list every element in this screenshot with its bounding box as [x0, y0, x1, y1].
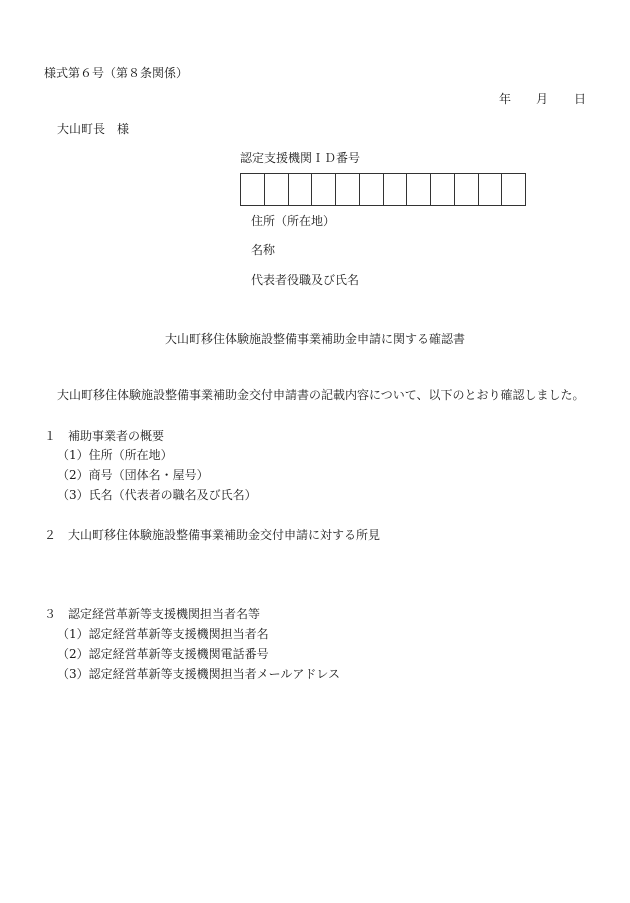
date-month-label: 月: [536, 92, 549, 106]
id-digit-box: [501, 174, 525, 205]
addressee: 大山町長 様: [57, 122, 130, 136]
form-number: 様式第６号（第８条関係）: [44, 66, 189, 80]
intro-paragraph: 大山町移住体験施設整備事業補助金交付申請書の記載内容について、以下のとおり確認しました。: [57, 388, 585, 402]
section-1-item: （2）商号（団体名・屋号）: [57, 468, 209, 482]
id-digit-box: [430, 174, 454, 205]
section-3-item: （3）認定経営革新等支援機関担当者メールアドレス: [57, 667, 341, 681]
section-heading-3: ３ 認定経営革新等支援機関担当者名等: [44, 607, 261, 621]
id-digit-box: [241, 174, 264, 205]
date-year-label: 年: [499, 92, 512, 106]
id-digit-box: [383, 174, 407, 205]
section-3-item: （1）認定経営革新等支援機関担当者名: [57, 627, 269, 641]
address-label: 住所（所在地）: [251, 214, 336, 228]
id-digit-box: [288, 174, 312, 205]
representative-label: 代表者役職及び氏名: [251, 273, 360, 287]
support-agency-id-boxes: [240, 173, 526, 206]
id-digit-box: [478, 174, 502, 205]
id-digit-box: [454, 174, 478, 205]
section-heading-2: ２ 大山町移住体験施設整備事業補助金交付申請に対する所見: [44, 528, 381, 542]
section-heading-1: １ 補助事業者の概要: [44, 429, 165, 443]
section-1-item: （3）氏名（代表者の職名及び氏名）: [57, 488, 257, 502]
id-digit-box: [335, 174, 359, 205]
document-title: 大山町移住体験施設整備事業補助金申請に関する確認書: [164, 332, 465, 346]
id-digit-box: [406, 174, 430, 205]
id-digit-box: [359, 174, 383, 205]
section-1-item: （1）住所（所在地）: [57, 448, 173, 462]
id-digit-box: [311, 174, 335, 205]
id-digit-box: [264, 174, 288, 205]
support-agency-id-label: 認定支援機関ＩＤ番号: [240, 151, 361, 165]
name-label: 名称: [251, 243, 276, 257]
date-day-label: 日: [574, 92, 587, 106]
section-3-item: （2）認定経営革新等支援機関電話番号: [57, 647, 269, 661]
